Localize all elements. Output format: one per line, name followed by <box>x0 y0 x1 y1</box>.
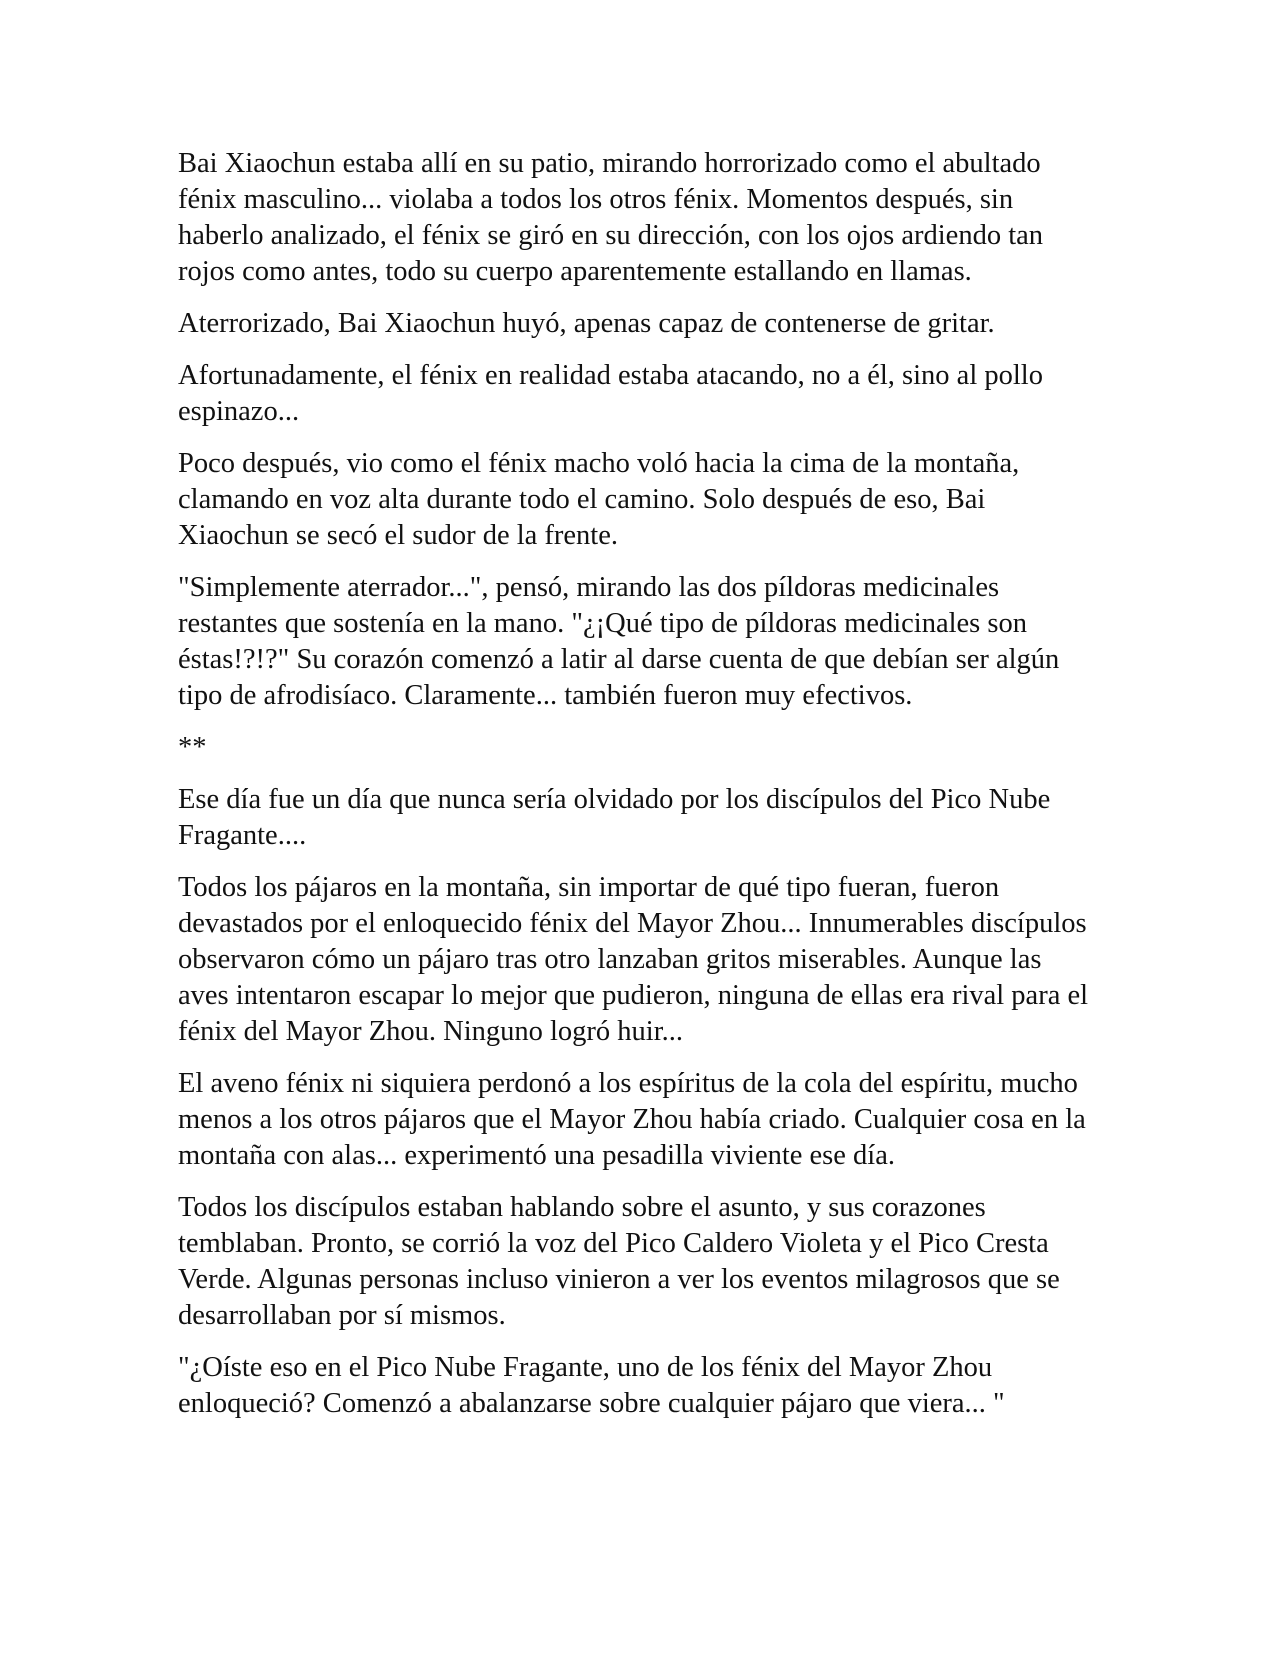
paragraph-2: Aterrorizado, Bai Xiaochun huyó, apenas capaz de contenerse de gritar. <box>178 308 995 339</box>
paragraph-5: "Simplemente aterrador...", pensó, mirando las dos píldoras medicinales restantes que sostenía en la mano. "¿¡Qué tipo de píldoras medicinales son éstas!?!?" Su corazón comenzó a latir al darse cuenta de que debían ser algún tipo de afrodisíaco. Claramente... también fueron muy efectivos. <box>178 572 1060 711</box>
paragraph-9: Todos los discípulos estaban hablando sobre el asunto, y sus corazones temblaban. Pronto, se corrió la voz del Pico Caldero Violeta y el Pico Cresta Verde. Algunas personas incluso vinieron a ver los eventos milagrosos que se desarrollaban por sí mismos. <box>178 1192 1060 1331</box>
paragraph-4: Poco después, vio como el fénix macho voló hacia la cima de la montaña, clamando en voz alta durante todo el camino. Solo después de eso, Bai Xiaochun se secó el sudor de la frente. <box>178 448 1020 551</box>
paragraph-1: Bai Xiaochun estaba allí en su patio, mirando horrorizado como el abultado fénix masculino... violaba a todos los otros fénix. Momentos después, sin haberlo analizado, el fénix se giró en su dirección, con los ojos ardiendo tan rojos como antes, todo su cuerpo aparentemente estallando en llamas. <box>178 148 1044 287</box>
document-body <box>178 146 1098 1438</box>
paragraph-10: "¿Oíste eso en el Pico Nube Fragante, uno de los fénix del Mayor Zhou enloqueció? Comenzó a abalanzarse sobre cualquier pájaro que viera... " <box>178 1352 1005 1419</box>
paragraph-7: Todos los pájaros en la montaña, sin importar de qué tipo fueran, fueron devastados por el enloquecido fénix del Mayor Zhou... Innumerables discípulos observaron cómo un pájaro tras otro lanzaban gritos miserables. Aunque las aves intentaron escapar lo mejor que pudieron, ninguna de ellas era rival para el fénix del Mayor Zhou. Ninguno logró huir... <box>178 872 1089 1047</box>
section-separator: ** <box>178 732 207 763</box>
paragraph-8: El aveno fénix ni siquiera perdonó a los espíritus de la cola del espíritu, mucho menos a los otros pájaros que el Mayor Zhou había criado. Cualquier cosa en la montaña con alas... experimentó una pesadilla viviente ese día. <box>178 1068 1086 1171</box>
paragraph-3: Afortunadamente, el fénix en realidad estaba atacando, no a él, sino al pollo espinazo... <box>178 360 1043 427</box>
paragraph-6: Ese día fue un día que nunca sería olvidado por los discípulos del Pico Nube Fragante.... <box>178 784 1051 851</box>
